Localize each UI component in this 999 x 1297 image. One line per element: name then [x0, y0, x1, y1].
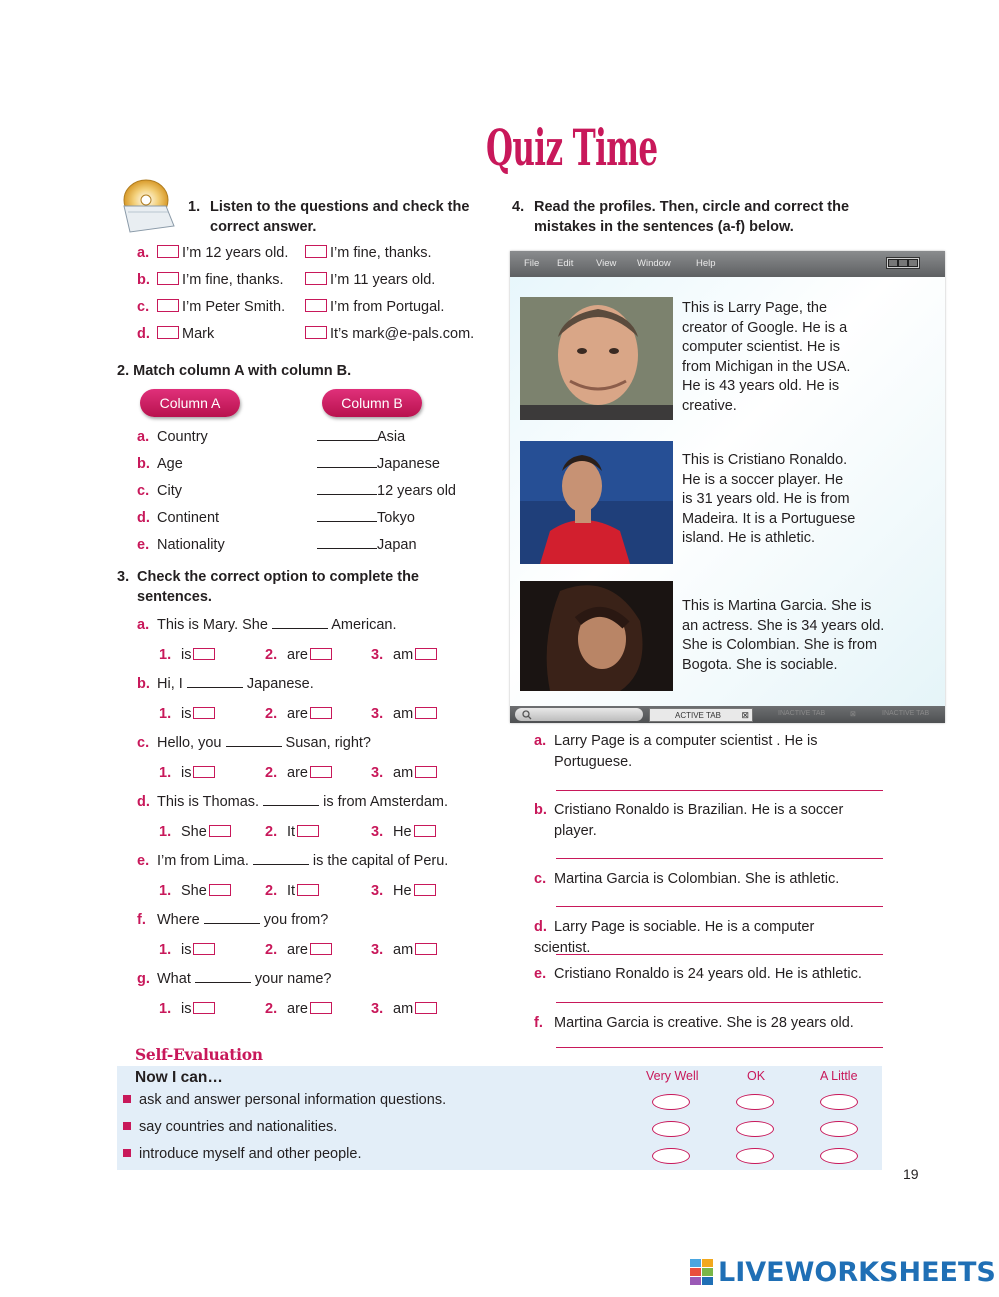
- page-number: 19: [903, 1166, 919, 1182]
- row-letter: f.: [137, 912, 146, 928]
- option-number: 3.: [371, 883, 384, 899]
- menu-help[interactable]: Help: [696, 258, 716, 269]
- profile-line: This is Martina Garcia. She is: [682, 598, 872, 614]
- match-row: [137, 510, 219, 526]
- option-number: 1.: [159, 647, 172, 663]
- profile-photo-cristiano-ronaldo: [520, 441, 673, 564]
- q4-sentence: [534, 731, 874, 773]
- column-a-item: Continent: [157, 510, 220, 526]
- q4-sentence: [534, 964, 874, 985]
- rating-oval-very-well[interactable]: [652, 1121, 690, 1137]
- sentence-line: Larry Page is sociable. He is a computer scientist.: [534, 919, 815, 956]
- menu-view[interactable]: View: [596, 258, 617, 269]
- q4-number: 4.: [512, 199, 525, 215]
- column-ok: OK: [747, 1069, 766, 1083]
- q4-sentence: [534, 1013, 874, 1034]
- option-number: 3.: [371, 942, 384, 958]
- checkbox[interactable]: [415, 766, 437, 778]
- option-1: [159, 647, 215, 663]
- profile-text-cristiano-ronaldo: [682, 451, 897, 549]
- answer-blank: [263, 794, 319, 806]
- checkbox[interactable]: [209, 884, 231, 896]
- checkbox[interactable]: [310, 1002, 332, 1014]
- profile-photo-martina-garcia: [520, 581, 673, 691]
- self-eval-text: say countries and nationalities.: [139, 1119, 338, 1135]
- answer-line[interactable]: [556, 954, 883, 955]
- row-letter: a.: [137, 429, 150, 445]
- sentence-before: Hi, I: [157, 676, 183, 692]
- rating-oval-a-little[interactable]: [820, 1094, 858, 1110]
- q3-heading: [117, 568, 457, 607]
- option-text: I’m fine, thanks.: [330, 245, 432, 261]
- self-eval-text: ask and answer personal information questions.: [139, 1092, 447, 1108]
- column-b-item: Asia: [377, 429, 406, 445]
- checkbox[interactable]: [193, 943, 215, 955]
- option-2: [265, 942, 332, 958]
- profile-photo-larry-page: [520, 297, 673, 420]
- option-3: [371, 647, 437, 663]
- sentence-line: player.: [554, 823, 597, 839]
- answer-blank[interactable]: [317, 483, 377, 495]
- audio-cd-icon[interactable]: [116, 176, 182, 236]
- self-eval-item: [123, 1119, 337, 1135]
- maximize-icon[interactable]: [898, 259, 908, 267]
- row-letter: b.: [137, 272, 150, 288]
- profile-line: creator of Google. He is a: [682, 319, 848, 336]
- sentence-after: American.: [331, 617, 397, 633]
- row-letter: d.: [137, 326, 150, 342]
- profile-line: Bogota. She is sociable.: [682, 656, 838, 673]
- option-number: 2.: [265, 647, 278, 663]
- active-tab-label: ACTIVE TAB: [675, 711, 721, 720]
- profile-line: island. He is athletic.: [682, 530, 815, 546]
- sentence-after: is the capital of Peru.: [312, 853, 449, 869]
- option-text: I’m 11 years old.: [330, 272, 436, 288]
- row-letter: f.: [534, 1015, 543, 1031]
- column-a-little: A Little: [820, 1069, 858, 1083]
- option-3: [371, 706, 437, 722]
- checkbox[interactable]: [305, 299, 327, 312]
- row-letter: d.: [534, 919, 547, 935]
- profile-line: She is Colombian. She is from: [682, 637, 878, 653]
- checkbox[interactable]: [157, 299, 179, 312]
- checkbox[interactable]: [310, 766, 332, 778]
- close-tab-icon[interactable]: ⊠: [850, 711, 856, 718]
- option-text: is: [181, 647, 192, 663]
- answer-line[interactable]: [556, 906, 883, 907]
- menu-window[interactable]: Window: [637, 258, 671, 269]
- option-3: [371, 883, 436, 899]
- row-letter: g.: [137, 971, 150, 987]
- q4-heading-line1: Read the profiles. Then, circle and correct the: [534, 199, 850, 215]
- brand-name: LIVEWORKSHEETS: [718, 1257, 996, 1288]
- sentence-line: Cristiano Ronaldo is 24 years old. He is athletic.: [554, 966, 862, 982]
- answer-blank: [226, 735, 282, 747]
- q1-row: [137, 326, 214, 342]
- q1-row: [137, 299, 285, 315]
- option-number: 2.: [265, 1001, 278, 1017]
- option-text: are: [287, 942, 308, 958]
- option-1: [159, 942, 215, 958]
- checkbox[interactable]: [157, 326, 179, 339]
- profile-line: an actress. She is 34 years old.: [682, 617, 885, 634]
- profile-line: Madeira. It is a Portuguese: [682, 510, 856, 527]
- checkbox[interactable]: [415, 943, 437, 955]
- window-controls[interactable]: [886, 257, 920, 269]
- option-text: She: [181, 824, 207, 840]
- match-row: [137, 537, 225, 553]
- column-very-well: Very Well: [646, 1069, 699, 1083]
- option-text: am: [393, 706, 414, 722]
- rating-oval-ok[interactable]: [736, 1121, 774, 1137]
- option-number: 1.: [159, 706, 172, 722]
- q1-row: [137, 245, 288, 261]
- row-letter: a.: [137, 617, 150, 633]
- checkbox[interactable]: [193, 648, 215, 660]
- q3-sentence: [137, 676, 314, 692]
- option-number: 1.: [159, 765, 172, 781]
- menu-edit[interactable]: Edit: [557, 258, 574, 269]
- answer-blank: [195, 971, 251, 983]
- profile-text-martina-garcia: [682, 597, 897, 675]
- match-row-b: [317, 537, 417, 553]
- checkbox[interactable]: [297, 825, 319, 837]
- answer-blank: [204, 912, 260, 924]
- sentence-after: is from Amsterdam.: [323, 794, 449, 810]
- profiles-window: [510, 251, 945, 723]
- option-2: [265, 1001, 332, 1017]
- menu-bar: [510, 251, 945, 277]
- minimize-icon[interactable]: [888, 259, 898, 267]
- answer-line[interactable]: [556, 1047, 883, 1048]
- option-2: [265, 824, 319, 840]
- option-text: It’s mark@e-pals.com.: [330, 326, 475, 342]
- page-title: Quiz Time: [486, 118, 658, 177]
- checkbox[interactable]: [157, 272, 179, 285]
- q4-heading: [512, 198, 892, 237]
- brand-blocks-icon: [690, 1259, 714, 1285]
- row-letter: b.: [137, 676, 150, 692]
- option-2: [265, 883, 319, 899]
- option-text: are: [287, 706, 308, 722]
- q1-number: 1.: [188, 199, 201, 215]
- option-number: 3.: [371, 1001, 384, 1017]
- profile-line: He is 43 years old. He is: [682, 378, 840, 394]
- row-letter: a.: [137, 245, 150, 261]
- option-2: [265, 647, 332, 663]
- row-letter: c.: [137, 299, 150, 315]
- option-text: It: [287, 824, 296, 840]
- q4-heading-line2: mistakes in the sentences (a-f) below.: [534, 218, 794, 235]
- option-number: 2.: [265, 765, 278, 781]
- sentence-after: your name?: [254, 971, 332, 987]
- answer-line[interactable]: [556, 790, 883, 791]
- row-letter: c.: [534, 871, 547, 887]
- checkbox[interactable]: [414, 884, 436, 896]
- option-text: is: [181, 942, 192, 958]
- self-evaluation-panel: [117, 1066, 882, 1170]
- match-row-b: [317, 510, 415, 526]
- q4-sentence: [534, 869, 874, 890]
- row-letter: d.: [137, 510, 150, 526]
- column-b-item: Japanese: [377, 456, 440, 472]
- row-letter: d.: [137, 794, 150, 810]
- option-number: 3.: [371, 647, 384, 663]
- row-letter: e.: [137, 537, 150, 553]
- sentence-line: Cristiano Ronaldo is Brazilian. He is a soccer: [554, 802, 844, 818]
- column-a-item: Country: [157, 429, 208, 445]
- option-number: 1.: [159, 883, 172, 899]
- option-number: 2.: [265, 706, 278, 722]
- option-text: She: [181, 883, 207, 899]
- answer-blank: [187, 676, 243, 688]
- option-1: [159, 706, 215, 722]
- profile-line: creative.: [682, 397, 737, 414]
- option-text: is: [181, 765, 192, 781]
- q2-heading: 2. Match column A with column B.: [117, 363, 352, 379]
- sentence-after: you from?: [263, 912, 329, 928]
- q1-row: [137, 272, 284, 288]
- q1-row-opt2: [305, 245, 432, 261]
- bullet-icon: [123, 1122, 131, 1130]
- option-3: [371, 1001, 437, 1017]
- option-2: [265, 706, 332, 722]
- q4-sentence: [534, 800, 874, 842]
- match-row-b: [317, 483, 456, 499]
- row-letter: b.: [137, 456, 150, 472]
- sentence-before: This is Mary. She: [157, 617, 268, 633]
- option-number: 2.: [265, 942, 278, 958]
- close-tab-icon[interactable]: ⊠: [741, 710, 749, 720]
- option-text: I’m fine, thanks.: [182, 272, 284, 288]
- option-text: I’m 12 years old.: [182, 245, 289, 261]
- rating-oval-ok[interactable]: [736, 1094, 774, 1110]
- rating-oval-very-well[interactable]: [652, 1148, 690, 1164]
- answer-blank[interactable]: [317, 429, 377, 441]
- q1-heading-line1: Listen to the questions and check the: [210, 199, 470, 215]
- option-number: 2.: [265, 824, 278, 840]
- rating-oval-a-little[interactable]: [820, 1148, 858, 1164]
- q3-sentence: [137, 853, 448, 869]
- sentence-before: I’m from Lima.: [157, 853, 249, 869]
- match-row: [137, 483, 182, 499]
- q3-sentence: [137, 735, 371, 751]
- option-text: I’m Peter Smith.: [182, 299, 286, 315]
- q3-heading-line1: Check the correct option to complete the: [137, 569, 419, 585]
- option-text: am: [393, 942, 414, 958]
- option-3: [371, 942, 437, 958]
- sentence-before: What: [157, 971, 191, 987]
- sentence-before: Where: [157, 912, 200, 928]
- sentence-line: Martina Garcia is creative. She is 28 years old.: [554, 1015, 854, 1031]
- q1-row-opt2: [305, 272, 435, 288]
- checkbox[interactable]: [310, 648, 332, 660]
- column-a-label: Column A: [140, 389, 240, 417]
- option-3: [371, 824, 436, 840]
- option-text: am: [393, 765, 414, 781]
- match-row-b: [317, 456, 440, 472]
- sentence-line: Larry Page is a computer scientist . He is: [554, 733, 818, 749]
- option-text: is: [181, 706, 192, 722]
- inactive-tab[interactable]: INACTIVE TAB: [882, 710, 930, 717]
- sentence-after: Susan, right?: [285, 735, 371, 751]
- sentence-after: Japanese.: [246, 676, 314, 692]
- option-text: It: [287, 883, 296, 899]
- q4-sentence: [534, 917, 874, 959]
- column-a-item: Nationality: [157, 537, 225, 553]
- bullet-icon: [123, 1149, 131, 1157]
- option-1: [159, 1001, 215, 1017]
- q3-heading-line2: sentences.: [137, 588, 212, 605]
- close-icon[interactable]: [908, 259, 918, 267]
- search-field[interactable]: [515, 708, 643, 721]
- q1-row-opt2: [305, 299, 444, 315]
- row-letter: a.: [534, 733, 547, 749]
- option-number: 2.: [265, 883, 278, 899]
- checkbox[interactable]: [310, 707, 332, 719]
- option-1: [159, 765, 215, 781]
- option-text: He: [393, 824, 412, 840]
- q1-row-opt2: [305, 326, 474, 342]
- option-text: are: [287, 765, 308, 781]
- checkbox[interactable]: [209, 825, 231, 837]
- match-row-b: [317, 429, 405, 445]
- now-i-can-label: Now I can…: [135, 1069, 223, 1086]
- option-text: am: [393, 647, 414, 663]
- sentence-line: Portuguese.: [554, 754, 633, 770]
- sentence-line: Martina Garcia is Colombian. She is athletic.: [554, 871, 840, 887]
- option-number: 1.: [159, 824, 172, 840]
- option-text: He: [393, 883, 412, 899]
- option-text: Mark: [182, 326, 215, 342]
- option-3: [371, 765, 437, 781]
- row-letter: e.: [534, 966, 547, 982]
- column-b-item: 12 years old: [377, 483, 456, 499]
- checkbox[interactable]: [415, 707, 437, 719]
- column-b-label: Column B: [322, 389, 422, 417]
- column-b-item: Tokyo: [377, 510, 415, 526]
- rating-oval-ok[interactable]: [736, 1148, 774, 1164]
- menu-file[interactable]: File: [524, 258, 540, 269]
- option-text: are: [287, 647, 308, 663]
- checkbox[interactable]: [305, 245, 327, 258]
- checkbox[interactable]: [157, 245, 179, 258]
- tab-bar: [510, 706, 945, 723]
- answer-blank[interactable]: [317, 537, 377, 549]
- checkbox[interactable]: [310, 943, 332, 955]
- column-a-item: Age: [157, 456, 183, 472]
- q3-number: 3.: [117, 569, 130, 585]
- option-number: 3.: [371, 765, 384, 781]
- answer-line[interactable]: [556, 858, 883, 859]
- option-text: are: [287, 1001, 308, 1017]
- checkbox[interactable]: [297, 884, 319, 896]
- self-eval-item: [123, 1092, 446, 1108]
- checkbox[interactable]: [305, 326, 327, 339]
- sentence-before: Hello, you: [157, 735, 222, 751]
- answer-blank[interactable]: [317, 456, 377, 468]
- answer-line[interactable]: [556, 1002, 883, 1003]
- answer-blank: [253, 853, 309, 865]
- profile-line: computer scientist. He is: [682, 339, 840, 355]
- profile-line: from Michigan in the USA.: [682, 358, 851, 375]
- checkbox[interactable]: [415, 1002, 437, 1014]
- active-tab[interactable]: [649, 708, 753, 722]
- option-number: 1.: [159, 942, 172, 958]
- option-number: 3.: [371, 706, 384, 722]
- checkbox[interactable]: [414, 825, 436, 837]
- profile-line: is 31 years old. He is from: [682, 491, 850, 507]
- q3-sentence: [137, 617, 396, 633]
- option-number: 1.: [159, 1001, 172, 1017]
- option-text: am: [393, 1001, 414, 1017]
- answer-blank: [272, 617, 328, 629]
- profile-text-larry-page: [682, 299, 897, 416]
- q1-heading-line2: correct answer.: [210, 218, 317, 235]
- search-icon: [521, 709, 533, 721]
- checkbox[interactable]: [415, 648, 437, 660]
- q3-sentence: [137, 971, 331, 987]
- answer-blank[interactable]: [317, 510, 377, 522]
- checkbox[interactable]: [193, 707, 215, 719]
- match-row: [137, 456, 183, 472]
- self-eval-item: [123, 1146, 361, 1162]
- option-1: [159, 824, 231, 840]
- self-evaluation-title: Self-Evaluation: [135, 1045, 263, 1064]
- q3-sentence: [137, 794, 448, 810]
- column-b-item: Japan: [377, 537, 417, 553]
- option-number: 3.: [371, 824, 384, 840]
- sentence-before: This is Thomas.: [157, 794, 260, 810]
- self-eval-text: introduce myself and other people.: [139, 1146, 362, 1162]
- row-letter: c.: [137, 483, 150, 499]
- row-letter: c.: [137, 735, 150, 751]
- rating-oval-a-little[interactable]: [820, 1121, 858, 1137]
- column-a-item: City: [157, 483, 182, 499]
- checkbox[interactable]: [193, 766, 215, 778]
- profile-line: He is a soccer player. He: [682, 471, 844, 488]
- q3-sentence: [137, 912, 328, 928]
- bullet-icon: [123, 1095, 131, 1103]
- option-text: I’m from Portugal.: [330, 299, 445, 315]
- option-1: [159, 883, 231, 899]
- checkbox[interactable]: [305, 272, 327, 285]
- inactive-tab[interactable]: INACTIVE TAB: [778, 710, 826, 717]
- profile-line: This is Larry Page, the: [682, 300, 828, 316]
- option-text: is: [181, 1001, 192, 1017]
- checkbox[interactable]: [193, 1002, 215, 1014]
- row-letter: e.: [137, 853, 150, 869]
- option-2: [265, 765, 332, 781]
- profile-line: This is Cristiano Ronaldo.: [682, 452, 848, 468]
- match-row: [137, 429, 208, 445]
- rating-oval-very-well[interactable]: [652, 1094, 690, 1110]
- row-letter: b.: [534, 802, 547, 818]
- q1-heading: [188, 198, 488, 237]
